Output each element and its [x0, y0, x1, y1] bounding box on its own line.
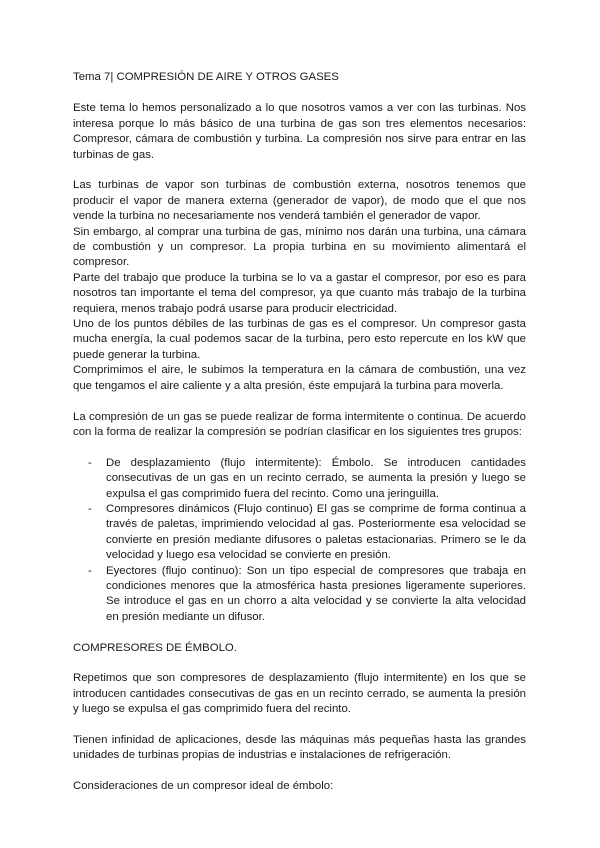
considerations-paragraph: Consideraciones de un compresor ideal de émbolo: — [73, 780, 334, 793]
list-bullet: - — [88, 456, 92, 469]
section-heading: COMPRESORES DE ÉMBOLO. — [73, 641, 237, 654]
page-title: Tema 7| COMPRESIÓN DE AIRE Y OTROS GASES — [73, 71, 339, 83]
compress-paragraph: Comprimimos el aire, le subimos la temperatura en la cámara de combustión, una vez que tengamos el aire caliente y a alta presión, éste empujará la turbina para moverla. — [73, 364, 526, 392]
list-item-text: Compresores dinámicos (Flujo continuo) El gas se comprime de forma continua a través de paletas, imprimiendo velocidad al gas. Posteriormente esa velocidad se convierte en presión mediante difusores o paletas estacionarias. Primero se le da velocidad y luego esa velocidad se convierte en presión. — [106, 502, 526, 562]
list-item — [73, 502, 526, 564]
gas-turbine-paragraph: Sin embargo, al comprar una turbina de gas, mínimo nos darán una turbina, una cámara de combustión y un compresor. La propia turbina en su movimiento alimentará el compresor. — [73, 225, 526, 269]
vapor-paragraph: Las turbinas de vapor son turbinas de combustión externa, nosotros tenemos que producir el vapor de manera externa (generador de vapor), de modo que el que nos vende la turbina no necesariamente nos venderá también el generador de vapor. — [73, 179, 526, 223]
weak-point-paragraph: Uno de los puntos débiles de las turbinas de gas es el compresor. Un compresor gasta mucha energía, la cual podemos sacar de la turbina, pero esto repercute en los kW que puede generar la turbina. — [73, 318, 526, 361]
intro-paragraph: Este tema lo hemos personalizado a lo que nosotros vamos a ver con las turbinas. Nos interesa porque lo más básico de una turbina de gas son tres elementos necesarios: Compresor, cámara de combustión y turbina. La compresión nos sirve para entrar en las turbinas de gas. — [73, 102, 526, 161]
work-paragraph: Parte del trabajo que produce la turbina se lo va a gastar el compresor, por eso es para nosotros tan importante el tema del compresor, ya que cuanto más trabajo de la turbina requiera, menos trabajo podrá usarse para producir electricidad. — [73, 271, 526, 315]
document-body — [73, 70, 526, 795]
list-item — [73, 456, 526, 502]
list-bullet: - — [88, 502, 92, 515]
applications-paragraph: Tienen infinidad de aplicaciones, desde las máquinas más pequeñas hasta las grandes unidades de turbinas propias de industrias e instalaciones de refrigeración. — [73, 733, 526, 762]
classification-paragraph: La compresión de un gas se puede realizar de forma intermitente o continua. De acuerdo con la forma de realizar la compresión se podrían clasificar en los siguientes tres grupos: — [73, 410, 526, 438]
repeat-paragraph: Repetimos que son compresores de desplazamiento (flujo intermitente) en los que se introducen cantidades consecutivas de gas en un recinto cerrado, se aumenta la presión y luego se expulsa el gas comprimido fuera del recinto. — [73, 672, 526, 716]
list-item — [73, 564, 526, 626]
list-item-text: De desplazamiento (flujo intermitente): Émbolo. Se introducen cantidades consecutivas de un gas en un recinto cerrado, se aumenta la presión y luego se expulsa el gas comprimido fuera del recinto. Como una jeringuilla. — [106, 456, 526, 500]
list-bullet: - — [88, 564, 92, 577]
compressor-types-list — [73, 456, 526, 625]
list-item-text: Eyectores (flujo continuo): Son un tipo especial de compresores que trabaja en condiciones menores que la atmosférica hasta presiones ligeramente superiores. Se introduce el gas en un chorro a alta velocidad y se convierte la alta velocidad en presión mediante un difusor. — [106, 564, 526, 623]
